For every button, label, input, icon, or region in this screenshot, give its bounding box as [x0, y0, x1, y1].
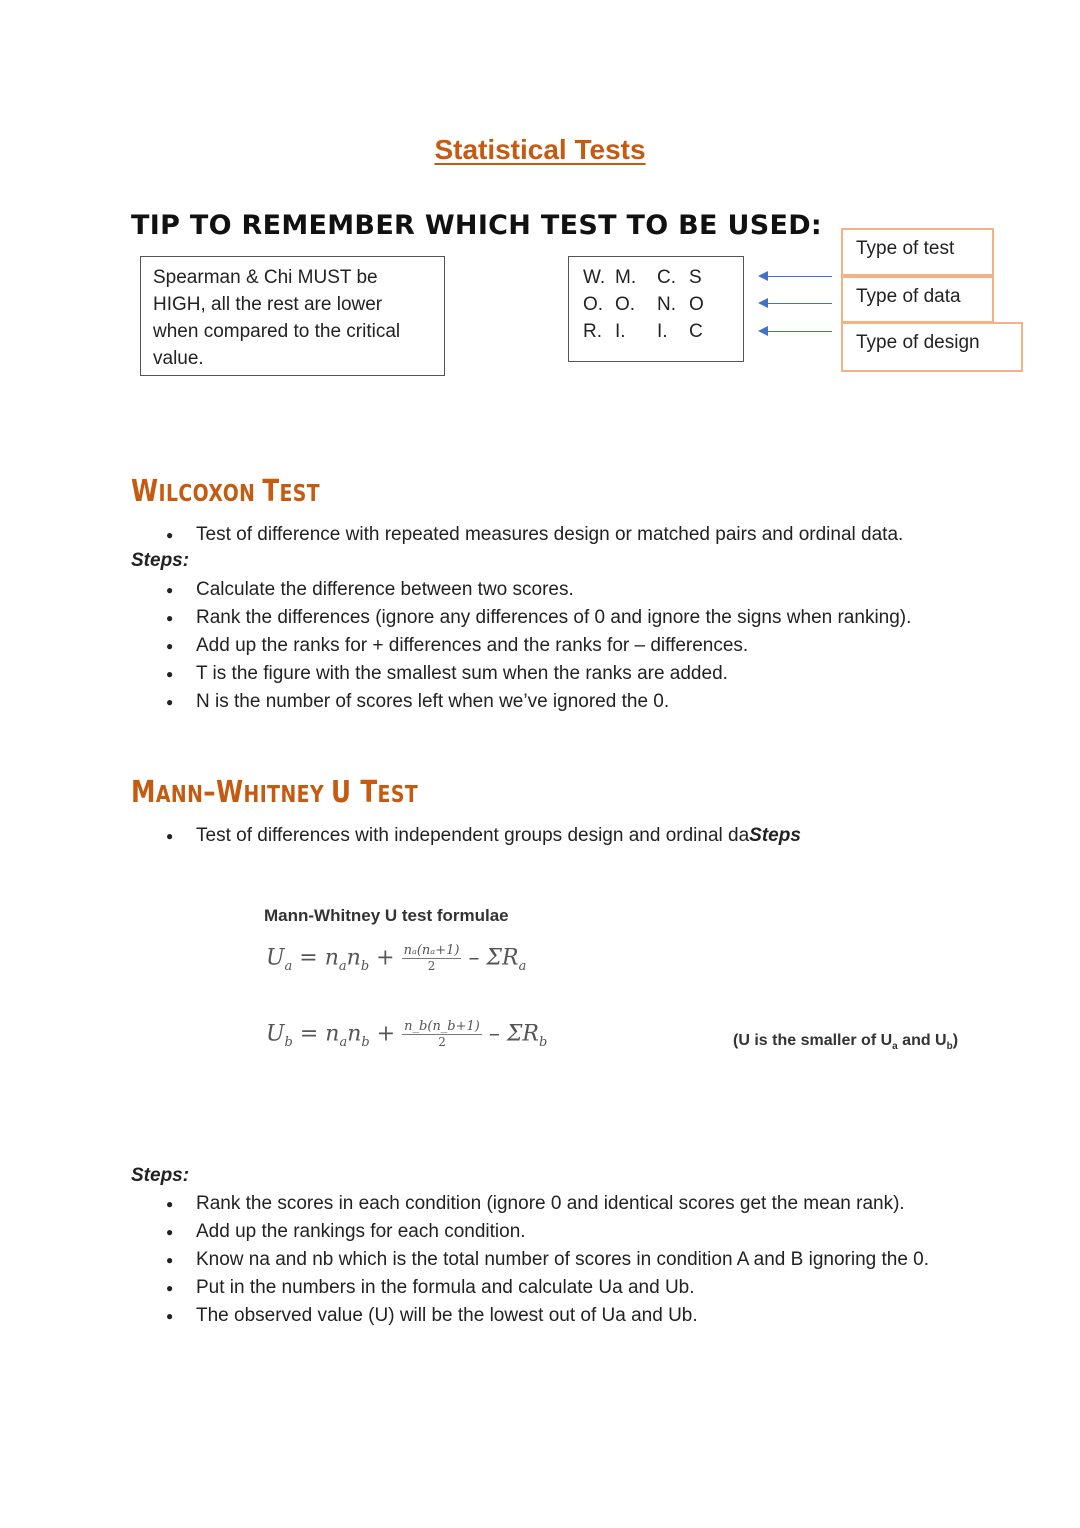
- formula-ub: $U_b = n_an_b$ + $\frac{n\_b(n\_b+1)}{2}$ – $\Sigma R_b$: [266, 1019, 548, 1050]
- mnemonic-cell: C: [689, 321, 703, 342]
- wilcoxon-description-list: [158, 521, 903, 549]
- mnemonic-cell: I.: [615, 321, 626, 342]
- wilcoxon-steps-list: [158, 576, 911, 716]
- legend-type-of-design: Type of design: [841, 322, 1023, 372]
- list-item: ● Add up the ranks for + differences and the ranks for – differences.: [158, 632, 911, 660]
- mann-whitney-description-list: [158, 822, 801, 850]
- fraction: $\frac{n\_b(n\_b+1)}{2}$: [404, 1019, 480, 1049]
- list-item: ● The observed value (U) will be the lowest out of Ua and Ub.: [158, 1302, 948, 1330]
- mnemonic-row: [583, 264, 729, 291]
- wilcoxon-steps-label: Steps:: [131, 550, 190, 571]
- mnemonic-cell: O: [689, 294, 704, 315]
- mnemonic-cell: I.: [657, 321, 668, 342]
- mnemonic-cell: C.: [657, 267, 676, 288]
- arrow-left-icon: [768, 303, 832, 304]
- list-item: ● Put in the numbers in the formula and calculate Ua and Ub.: [158, 1274, 948, 1302]
- tip-heading: TIP TO REMEMBER WHICH TEST TO BE USED:: [131, 210, 823, 241]
- mnemonic-cell: O.: [583, 294, 604, 315]
- mnemonic-cell: O.: [615, 294, 636, 315]
- arrow-left-icon: [768, 276, 832, 277]
- mnemonic-row: [583, 318, 729, 345]
- list-item: ● N is the number of scores left when we’ve ignored the 0.: [158, 688, 911, 716]
- mnemonic-row: [583, 291, 729, 318]
- tip-line: value.: [153, 348, 204, 369]
- mnemonic-cell: M.: [615, 267, 637, 288]
- mnemonic-cell: S: [689, 267, 702, 288]
- mann-whitney-steps-label: Steps:: [131, 1165, 190, 1186]
- mnemonic-cell: R.: [583, 321, 602, 342]
- list-item: ● T is the figure with the smallest sum when the ranks are added.: [158, 660, 911, 688]
- legend-type-of-data: Type of data: [841, 276, 994, 323]
- arrow-left-icon: [768, 331, 832, 332]
- list-item: ● Calculate the difference between two scores.: [158, 576, 911, 604]
- mnemonic-cell: N.: [657, 294, 676, 315]
- page-title: Statistical Tests: [434, 134, 646, 165]
- list-item: ● Rank the scores in each condition (ignore 0 and identical scores get the mean rank).: [158, 1190, 948, 1218]
- tip-line: Spearman & Chi MUST be: [153, 267, 378, 288]
- list-item: ● Test of difference with repeated measures design or matched pairs and ordinal data.: [158, 521, 903, 549]
- formula-title: Mann-Whitney U test formulae: [264, 906, 509, 925]
- tip-box: [140, 256, 445, 376]
- list-item: ● Test of differences with independent groups design and ordinal daSteps: [158, 822, 801, 850]
- mnemonic-cell: W.: [583, 267, 606, 288]
- tip-line: HIGH, all the rest are lower: [153, 294, 383, 315]
- formula-ua: $U_a = n_an_b$ + $\frac{\text{nₐ(nₐ+1)}}{2}$ – $\Sigma R_a$: [266, 943, 527, 974]
- mnemonic-box: [568, 256, 744, 362]
- u-note: (U is the smaller of $U_a$ and $U_b$): [733, 1032, 959, 1053]
- mann-whitney-heading: MANN–WHITNEY U TEST: [131, 775, 419, 810]
- fraction: $\frac{\text{nₐ(nₐ+1)}}{2}$: [403, 943, 460, 973]
- list-item: ● Rank the differences (ignore any differences of 0 and ignore the signs when ranking).: [158, 604, 911, 632]
- wilcoxon-heading: WILCOXON TEST: [131, 474, 321, 509]
- list-item: ● Add up the rankings for each condition.: [158, 1218, 948, 1246]
- legend-type-of-test: Type of test: [841, 228, 994, 276]
- mann-whitney-steps-list: [158, 1190, 948, 1330]
- tip-line: when compared to the critical: [153, 321, 401, 342]
- list-item: ● Know na and nb which is the total number of scores in condition A and B ignoring the 0.: [158, 1246, 948, 1274]
